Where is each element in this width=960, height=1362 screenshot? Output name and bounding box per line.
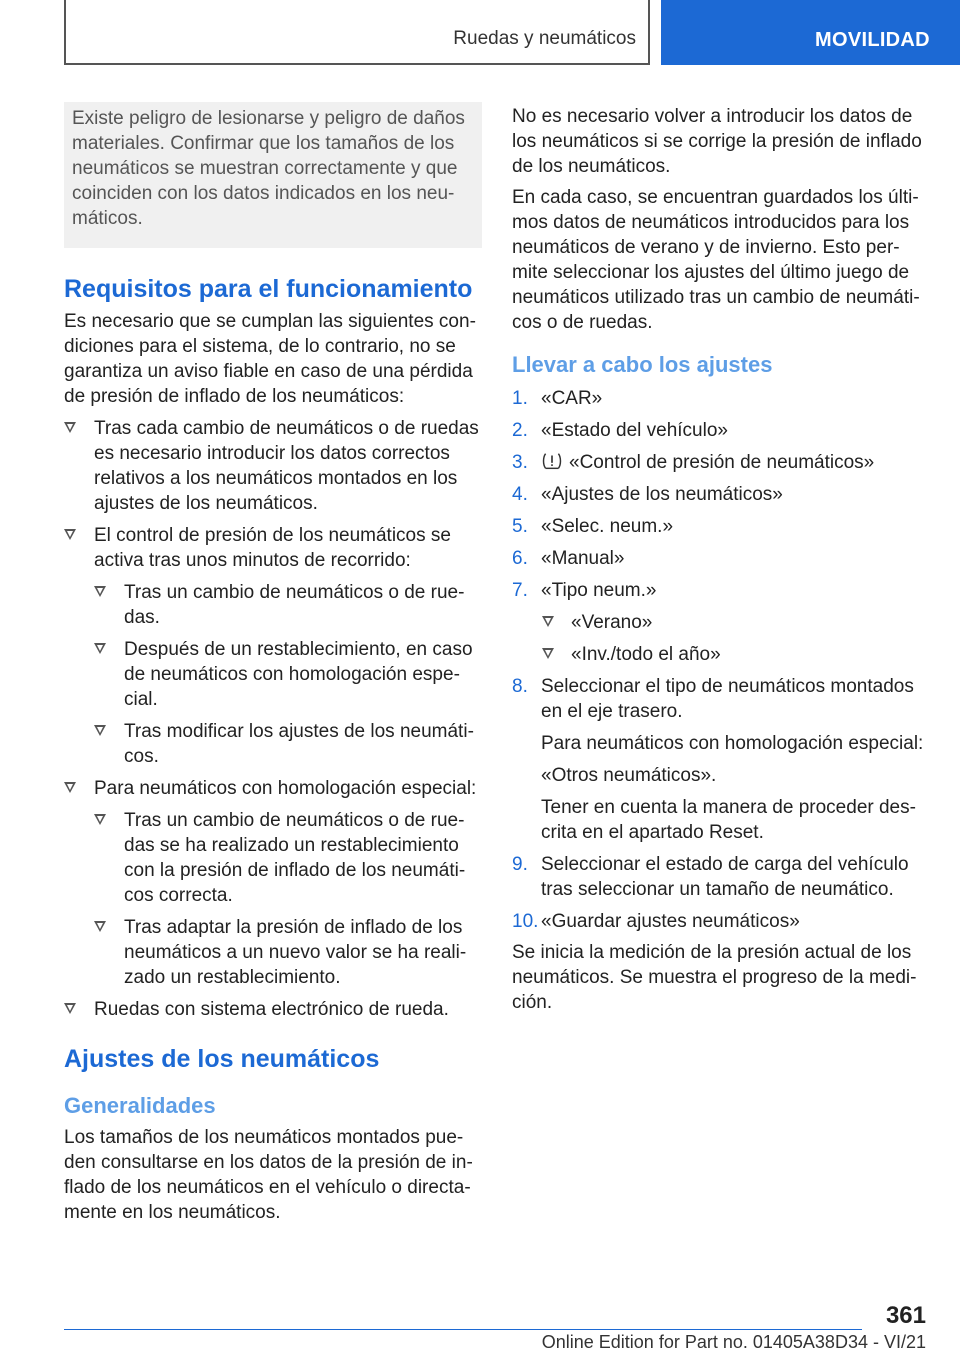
paragraph-reenter: No es necesario volver a introducir los datos de los neumáticos si se corrige la presión de inflado de los neumáticos. xyxy=(512,106,922,177)
general-heading: Generalidades xyxy=(64,1093,216,1118)
step-item: 4. «Ajustes de los neumáticos» xyxy=(512,484,783,505)
triangle-bullet-icon xyxy=(64,529,76,540)
step-item: 5. «Selec. neum.» xyxy=(512,516,674,537)
header-left-rule xyxy=(64,0,66,64)
settings-heading: Ajustes de los neumáticos xyxy=(64,1045,380,1073)
list-item: Tras un cambio de neumáticos o de ruedas. xyxy=(94,580,482,630)
triangle-bullet-icon xyxy=(64,782,76,793)
step-item: 2. «Estado del vehículo» xyxy=(512,420,728,441)
list-item: Tras cada cambio de neumáticos o de ruedas es necesario introducir los datos correctos relativos a los neumáticos montados en los ajustes de los neumáticos. xyxy=(64,416,482,516)
tire-pressure-warning-icon xyxy=(541,450,563,472)
triangle-bullet-icon xyxy=(94,725,106,736)
triangle-bullet-icon xyxy=(94,814,106,825)
triangle-bullet-icon xyxy=(94,921,106,932)
requirements-intro: Es necesario que se cumplan las siguientes condiciones para el sistema, de lo contrario, no se garantiza un aviso fiable en caso de una pérdida de presión de inflado de los neumáticos: xyxy=(64,311,476,407)
step-item: 10. «Guardar ajustes neumáticos» xyxy=(512,911,800,932)
warning-box: Existe peligro de lesionarse y peligro de daños materiales. Confirmar que los tamaños de los neumáticos se muestran correctamente y que coinciden con los datos indicados en los neumáticos. xyxy=(64,102,482,248)
requirements-heading: Requisitos para el funcionamiento xyxy=(64,275,473,303)
step-item: 1. «CAR» xyxy=(512,388,603,409)
step-note: Tener en cuenta la manera de proceder descrita en el apartado Reset. xyxy=(541,797,916,843)
chapter-tab: MOVILIDAD xyxy=(661,0,960,65)
step-item: 7. «Tipo neum.» xyxy=(512,580,657,601)
list-item: El control de presión de los neumáticos se activa tras unos minutos de recorrido: xyxy=(64,523,482,573)
tyre-type-option: «Inv./todo el año» xyxy=(512,642,926,667)
list-item: Ruedas con sistema electrónico de rueda. xyxy=(64,997,482,1022)
section-title: Ruedas y neumáticos xyxy=(453,28,636,49)
list-item: Después de un restablecimiento, en caso de neumáticos con homologación especial. xyxy=(94,637,482,712)
closing-paragraph: Se inicia la medición de la presión actual de los neumáticos. Se muestra el progreso de la medición. xyxy=(512,942,917,1013)
general-text: Los tamaños de los neumáticos montados pueden consultarse en los datos de la presión de inflado de los neumáticos en el vehículo o directamente en los neumáticos. xyxy=(64,1127,473,1223)
header-bottom-rule xyxy=(64,63,650,65)
edition-footer: Online Edition for Part no. 01405A38D34 - VI/21 xyxy=(541,1332,926,1352)
triangle-bullet-icon xyxy=(542,616,554,627)
adjust-heading: Llevar a cabo los ajustes xyxy=(512,352,773,377)
triangle-bullet-icon xyxy=(94,586,106,597)
header-divider xyxy=(648,0,650,64)
triangle-bullet-icon xyxy=(64,1003,76,1014)
tyre-type-option: «Verano» xyxy=(512,610,926,635)
left-column xyxy=(64,102,482,1225)
paragraph-saved-data: En cada caso, se encuentran guardados los últimos datos de neumáticos introducidos para los neumáticos de verano y de invierno. Esto permite seleccionar los ajustes del último juego de neumáticos utilizado tras un cambio de neumáticos o de ruedas. xyxy=(512,187,920,333)
list-item: Tras adaptar la presión de inflado de los neumáticos a un nuevo valor se ha realizado un restablecimiento. xyxy=(94,915,482,990)
step-item: 3. «Control de presión de neumáticos» xyxy=(512,452,875,473)
step-item: 6. «Manual» xyxy=(512,548,625,569)
step-note: «Otros neumáticos». xyxy=(541,765,717,786)
list-item: Tras un cambio de neumáticos o de ruedas se ha realizado un restablecimiento con la presión de inflado de los neumáticos correcta. xyxy=(94,808,482,908)
step-item: 8. Seleccionar el tipo de neumáticos montados en el eje trasero. xyxy=(512,676,914,722)
triangle-bullet-icon xyxy=(94,643,106,654)
right-column xyxy=(512,104,926,1015)
list-item: Tras modificar los ajustes de los neumáticos. xyxy=(94,719,482,769)
footer-rule xyxy=(64,1329,862,1330)
triangle-bullet-icon xyxy=(542,648,554,659)
list-item: Para neumáticos con homologación especial: xyxy=(64,776,482,801)
triangle-bullet-icon xyxy=(64,422,76,433)
page-number: 361 xyxy=(885,1302,926,1329)
step-item: 9. Seleccionar el estado de carga del vehículo tras seleccionar un tamaño de neumático. xyxy=(512,854,909,900)
step-note: Para neumáticos con homologación especial: xyxy=(541,733,924,754)
